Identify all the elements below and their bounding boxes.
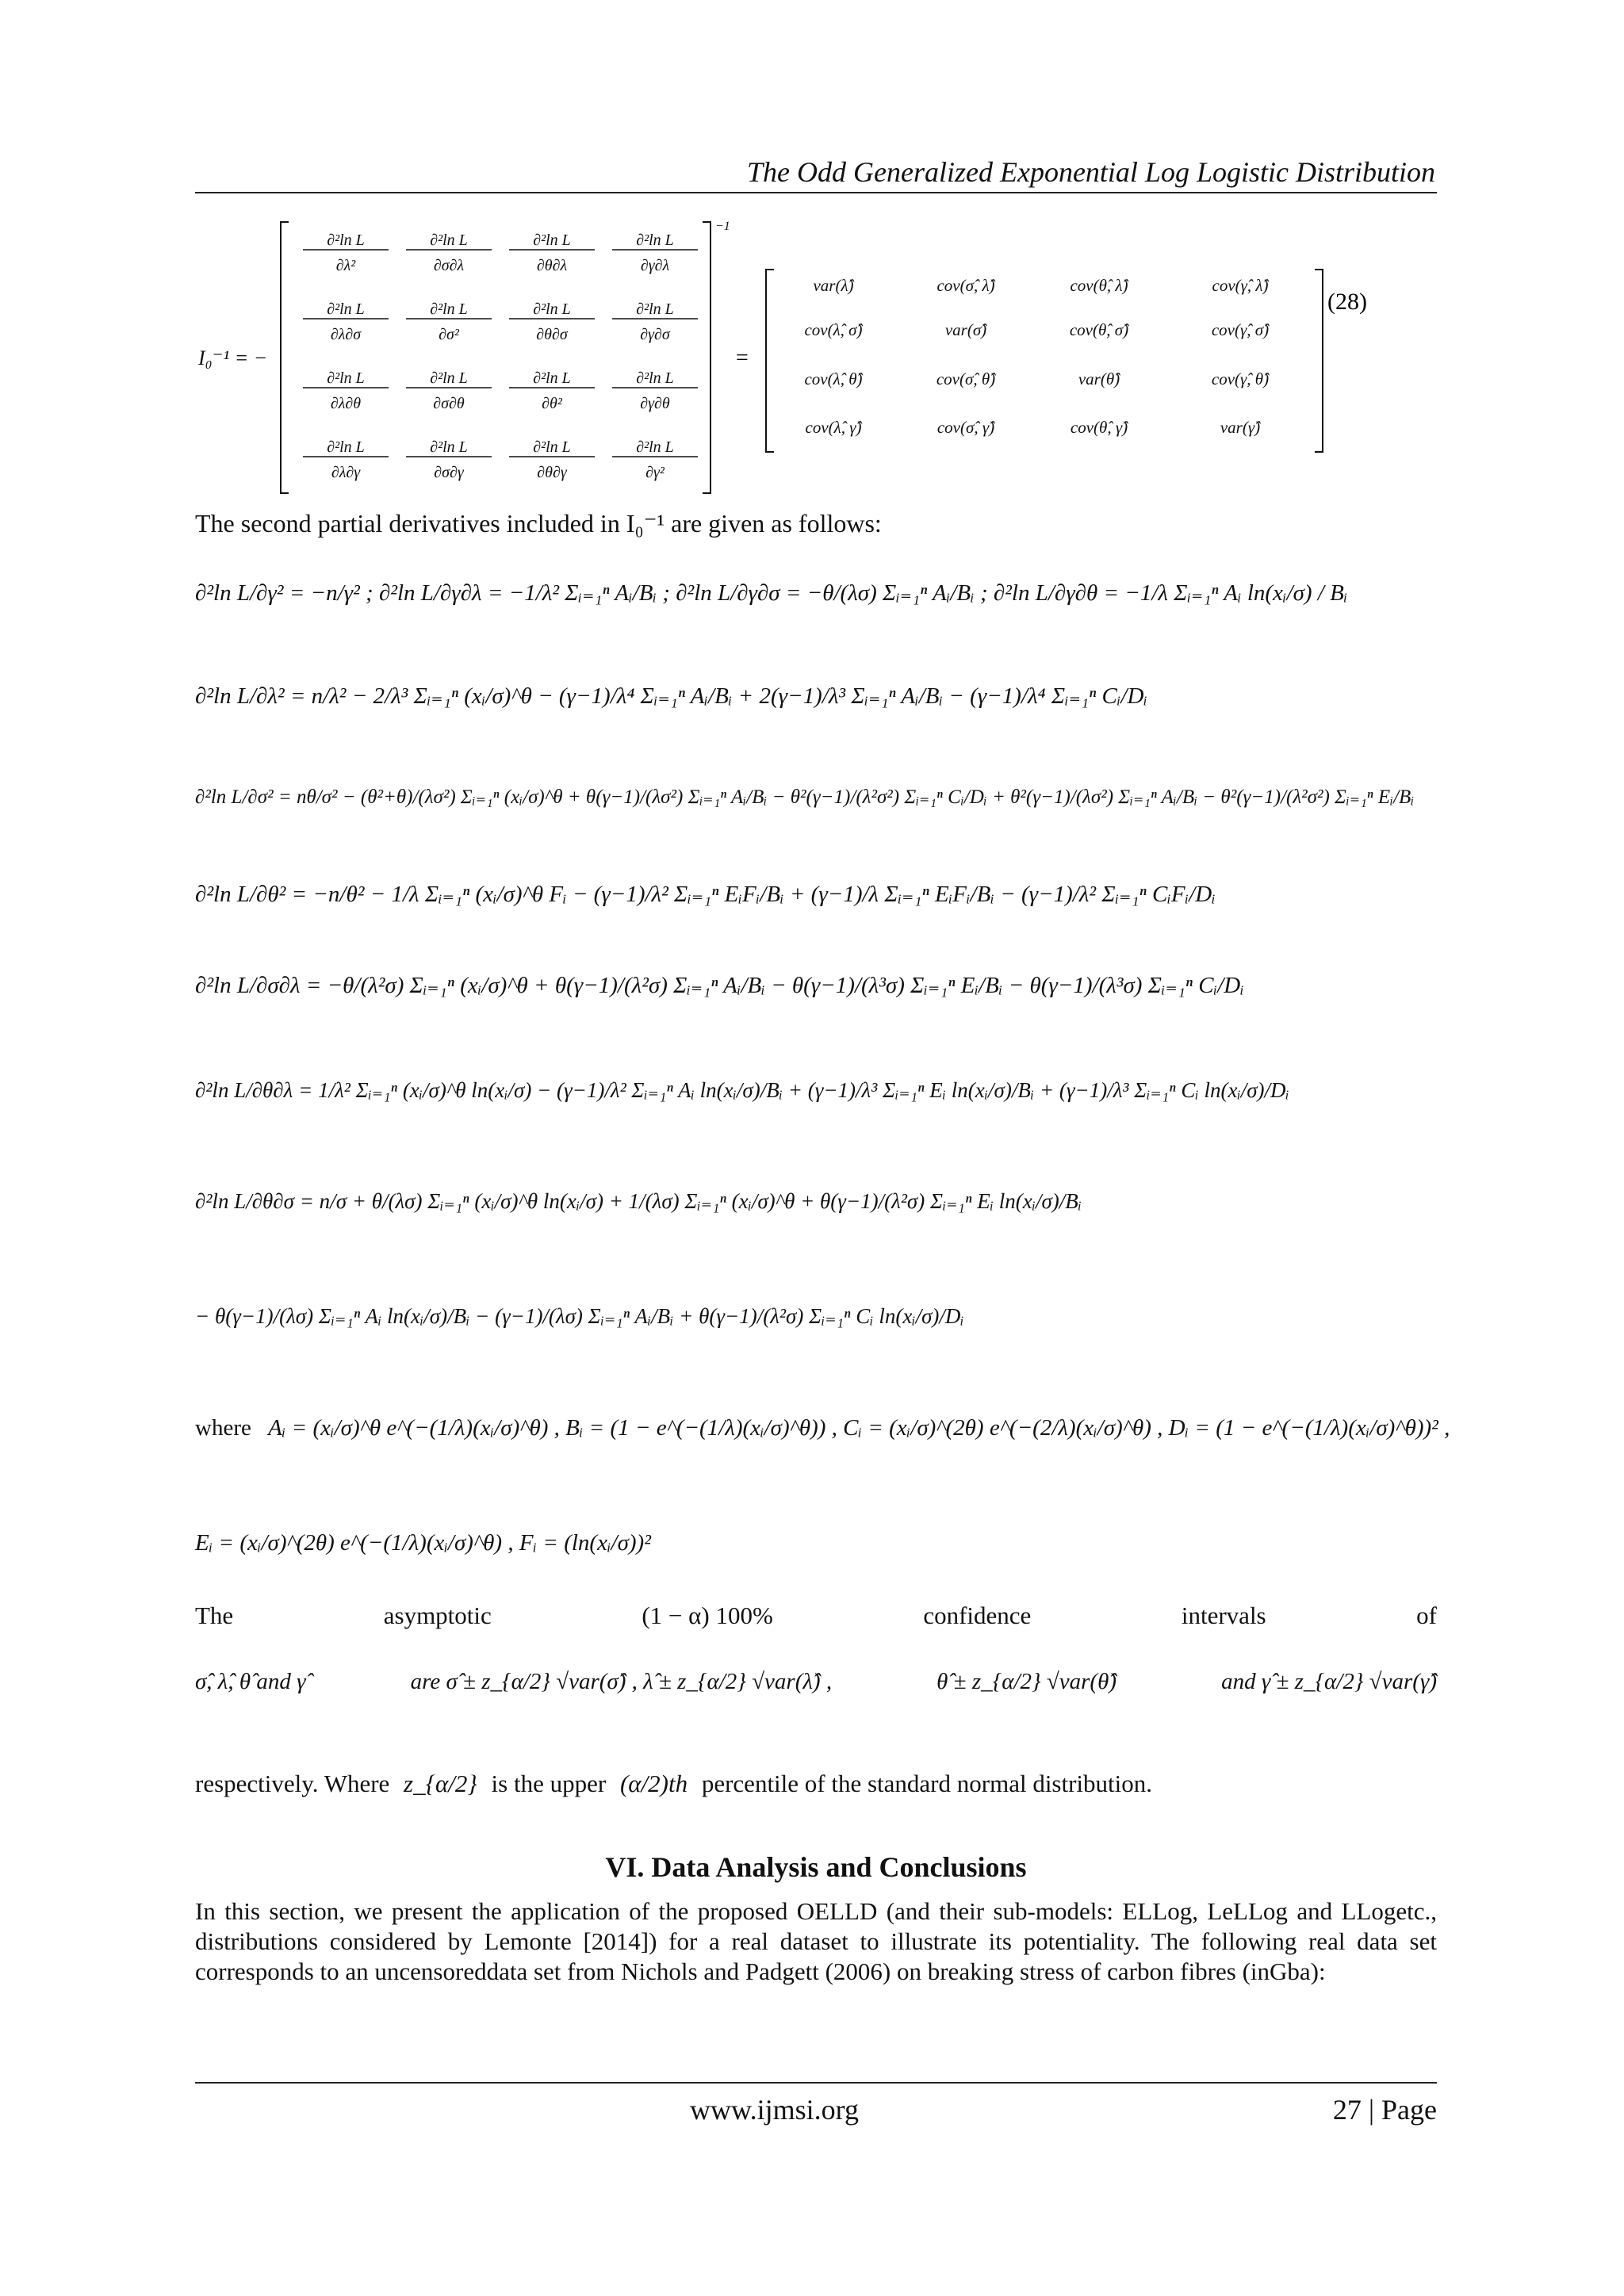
intro-line: The second partial derivatives included in I₀⁻¹ are given as follows: xyxy=(195,509,882,538)
hessian-entry xyxy=(303,369,389,412)
where-word: where xyxy=(195,1415,251,1441)
equation-theta-sigma-line1: ∂²ln L/∂θ∂σ = n/σ + θ/(λσ) Σᵢ₌₁ⁿ (xᵢ/σ)^θ ln(xᵢ/σ) + 1/(λσ) Σᵢ₌₁ⁿ (xᵢ/σ)^θ + θ(γ−1)/(λ²σ) Σᵢ₌₁ⁿ Eᵢ ln(xᵢ/σ)/Bᵢ xyxy=(195,1189,1082,1213)
hessian-denominator: ∂σ∂λ xyxy=(433,257,465,274)
hessian-denominator: ∂λ² xyxy=(335,257,356,274)
equation-number: (28) xyxy=(1327,289,1367,315)
hessian-entry xyxy=(509,232,595,274)
covariance-entry: var(θ̂) xyxy=(1078,369,1120,388)
hessian-entry xyxy=(303,232,389,274)
hessian-grid xyxy=(303,232,698,481)
hessian-denominator: ∂σ² xyxy=(439,326,459,343)
hessian-entry xyxy=(612,438,698,481)
covariance-entry: cov(σ̂, θ̂) xyxy=(936,369,996,388)
hessian-numerator: ∂²ln L xyxy=(430,369,468,387)
hessian-denominator: ∂λ∂θ xyxy=(330,395,362,412)
covariance-entry: cov(λ̂, σ̂) xyxy=(804,320,863,339)
matrix-lhs: I₀⁻¹ = − xyxy=(198,346,268,369)
equation-theta-lambda: ∂²ln L/∂θ∂λ = 1/λ² Σᵢ₌₁ⁿ (xᵢ/σ)^θ ln(xᵢ/σ) − (γ−1)/λ² Σᵢ₌₁ⁿ Aᵢ ln(xᵢ/σ)/Bᵢ + (γ−1)/λ³ Σᵢ₌₁ⁿ Eᵢ ln(xᵢ/σ)/Bᵢ + (γ−1)/λ³ Σᵢ₌₁ⁿ Cᵢ ln(xᵢ/σ)/Dᵢ xyxy=(195,1078,1289,1102)
covariance-entry: cov(γ̂, θ̂) xyxy=(1211,369,1270,388)
where-defs: Aᵢ = (xᵢ/σ)^θ e^(−(1/λ)(xᵢ/σ)^θ) , Bᵢ = (1 − e^(−(1/λ)(xᵢ/σ)^θ)) , Cᵢ = (xᵢ/σ)^(2θ) e^(−(2/λ)(xᵢ/σ)^θ) , Dᵢ = (1 − e^(−(1/λ)(xᵢ/σ)^θ))² , xyxy=(268,1415,1450,1441)
ci-word-5: intervals xyxy=(1181,1601,1266,1629)
covariance-grid xyxy=(804,276,1270,437)
footer-page-number: 27 | Page xyxy=(1332,2094,1437,2126)
hessian-numerator: ∂²ln L xyxy=(430,232,468,249)
ci-word-3: (1 − α) 100% xyxy=(642,1601,773,1629)
hessian-denominator: ∂γ² xyxy=(645,464,665,481)
hessian-numerator: ∂²ln L xyxy=(533,232,571,249)
hessian-entry xyxy=(406,232,492,274)
ci-upper: is the upper xyxy=(491,1770,607,1797)
ci-respectively: respectively. Where xyxy=(195,1770,390,1797)
footer-site: www.ijmsi.org xyxy=(690,2094,860,2126)
hessian-entry xyxy=(509,438,595,481)
hessian-entry xyxy=(509,300,595,343)
hessian-entry xyxy=(612,369,698,412)
running-header-title: The Odd Generalized Exponential Log Logistic Distribution xyxy=(747,156,1435,188)
hessian-numerator: ∂²ln L xyxy=(636,438,674,456)
hessian-numerator: ∂²ln L xyxy=(636,232,674,249)
ci-word-6: of xyxy=(1416,1601,1437,1629)
hessian-denominator: ∂γ∂σ xyxy=(640,326,670,343)
ef-definitions: Eᵢ = (xᵢ/σ)^(2θ) e^(−(1/λ)(xᵢ/σ)^θ) , Fᵢ = (ln(xᵢ/σ))² xyxy=(195,1530,651,1556)
hessian-numerator: ∂²ln L xyxy=(636,369,674,387)
cov-left-bracket xyxy=(766,270,774,452)
left-bracket xyxy=(281,222,289,493)
hessian-denominator: ∂σ∂θ xyxy=(433,395,465,412)
equation-theta-theta: ∂²ln L/∂θ² = −n/θ² − 1/λ Σᵢ₌₁ⁿ (xᵢ/σ)^θ Fᵢ − (γ−1)/λ² Σᵢ₌₁ⁿ EᵢFᵢ/Bᵢ + (γ−1)/λ Σᵢ₌₁ⁿ EᵢFᵢ/Bᵢ − (γ−1)/λ² Σᵢ₌₁ⁿ CᵢFᵢ/Dᵢ xyxy=(195,882,1216,907)
ci-percentile: percentile of the standard normal distribution. xyxy=(701,1770,1153,1797)
covariance-entry: cov(θ̂, γ̂) xyxy=(1070,418,1128,437)
hessian-entry xyxy=(612,232,698,274)
ci-estimators: σ̂, λ̂, θ̂ and γ̂ xyxy=(195,1669,306,1694)
hessian-numerator: ∂²ln L xyxy=(533,369,571,387)
ci-theta: θ̂ ± z_{α/2} √var(θ̂) xyxy=(936,1669,1116,1694)
hessian-numerator: ∂²ln L xyxy=(327,369,365,387)
hessian-denominator: ∂γ∂θ xyxy=(640,395,670,412)
hessian-denominator: ∂θ∂λ xyxy=(536,257,568,274)
ci-gamma: and γ̂ ± z_{α/2} √var(γ̂) xyxy=(1221,1669,1437,1694)
hessian-denominator: ∂σ∂γ xyxy=(434,464,464,481)
hessian-entry xyxy=(612,300,698,343)
footer-rule xyxy=(195,2082,1437,2084)
covariance-entry: cov(γ̂, σ̂) xyxy=(1211,320,1270,339)
covariance-entry: cov(λ̂, γ̂) xyxy=(805,418,862,437)
covariance-entry: cov(σ̂, γ̂) xyxy=(936,418,995,437)
ci-z: z_{α/2} xyxy=(404,1770,477,1797)
right-bracket xyxy=(703,222,710,493)
ci-word-1: The xyxy=(195,1601,234,1629)
cov-right-bracket xyxy=(1315,270,1323,452)
covariance-entry: cov(λ̂, θ̂) xyxy=(804,369,863,388)
equation-theta-sigma-line2: − θ(γ−1)/(λσ) Σᵢ₌₁ⁿ Aᵢ ln(xᵢ/σ)/Bᵢ − (γ−1)/(λσ) Σᵢ₌₁ⁿ Aᵢ/Bᵢ + θ(γ−1)/(λ²σ) Σᵢ₌₁ⁿ Cᵢ ln(xᵢ/σ)/Dᵢ xyxy=(195,1304,964,1328)
hessian-numerator: ∂²ln L xyxy=(430,300,468,318)
ci-alpha-half: (α/2)th xyxy=(619,1770,688,1797)
hessian-entry xyxy=(303,438,389,481)
ci-line-3 xyxy=(195,1770,1437,1798)
equation-sigma-lambda: ∂²ln L/∂σ∂λ = −θ/(λ²σ) Σᵢ₌₁ⁿ (xᵢ/σ)^θ + θ(γ−1)/(λ²σ) Σᵢ₌₁ⁿ Aᵢ/Bᵢ − θ(γ−1)/(λ³σ) Σᵢ₌₁ⁿ Eᵢ/Bᵢ − θ(γ−1)/(λ³σ) Σᵢ₌₁ⁿ Cᵢ/Dᵢ xyxy=(195,973,1244,998)
hessian-denominator: ∂λ∂σ xyxy=(330,326,362,343)
hessian-denominator: ∂θ² xyxy=(542,395,562,412)
hessian-entry xyxy=(509,369,595,412)
hessian-numerator: ∂²ln L xyxy=(430,438,468,456)
where-definitions xyxy=(195,1415,1450,1441)
hessian-denominator: ∂θ∂γ xyxy=(537,464,567,481)
covariance-entry: cov(σ̂, λ̂) xyxy=(936,276,995,295)
equation-gamma-second-derivatives: ∂²ln L/∂γ² = −n/γ² ; ∂²ln L/∂γ∂λ = −1/λ² Σᵢ₌₁ⁿ Aᵢ/Bᵢ ; ∂²ln L/∂γ∂σ = −θ/(λσ) Σᵢ₌₁ⁿ Aᵢ/Bᵢ ; ∂²ln L/∂γ∂θ = −1/λ Σᵢ₌₁ⁿ Aᵢ ln(xᵢ/σ) / Bᵢ xyxy=(195,580,1348,606)
hessian-entry xyxy=(406,369,492,412)
ci-line-1 xyxy=(195,1601,1437,1630)
hessian-entry xyxy=(406,438,492,481)
hessian-entry xyxy=(406,300,492,343)
svg-text:−1: −1 xyxy=(715,220,730,233)
hessian-denominator: ∂θ∂σ xyxy=(536,326,568,343)
ci-word-4: confidence xyxy=(923,1601,1032,1629)
ci-sigma-lambda: are σ̂ ± z_{α/2} √var(σ̂) , λ̂ ± z_{α/2} √var(λ̂) , xyxy=(410,1669,833,1694)
hessian-entry xyxy=(303,300,389,343)
hessian-denominator: ∂λ∂γ xyxy=(331,464,361,481)
covariance-entry: var(γ̂) xyxy=(1220,418,1261,437)
hessian-numerator: ∂²ln L xyxy=(533,300,571,318)
covariance-entry: cov(γ̂, λ̂) xyxy=(1212,276,1269,295)
ci-line-2 xyxy=(195,1669,1437,1695)
ci-word-2: asymptotic xyxy=(383,1601,492,1629)
hessian-numerator: ∂²ln L xyxy=(533,438,571,456)
hessian-numerator: ∂²ln L xyxy=(327,232,365,249)
covariance-entry: cov(θ̂, σ̂) xyxy=(1069,320,1129,339)
hessian-numerator: ∂²ln L xyxy=(327,438,365,456)
hessian-denominator: ∂γ∂λ xyxy=(640,257,670,274)
covariance-entry: var(σ̂) xyxy=(944,320,987,339)
equation-lambda-lambda: ∂²ln L/∂λ² = n/λ² − 2/λ³ Σᵢ₌₁ⁿ (xᵢ/σ)^θ − (γ−1)/λ⁴ Σᵢ₌₁ⁿ Aᵢ/Bᵢ + 2(γ−1)/λ³ Σᵢ₌₁ⁿ Aᵢ/Bᵢ − (γ−1)/λ⁴ Σᵢ₌₁ⁿ Cᵢ/Dᵢ xyxy=(195,683,1147,709)
fisher-information-matrix-equation xyxy=(195,214,1437,499)
equation-sigma-sigma: ∂²ln L/∂σ² = nθ/σ² − (θ²+θ)/(λσ²) Σᵢ₌₁ⁿ (xᵢ/σ)^θ + θ(γ−1)/(λσ²) Σᵢ₌₁ⁿ Aᵢ/Bᵢ − θ²(γ−1)/(λ²σ²) Σᵢ₌₁ⁿ Cᵢ/Dᵢ + θ²(γ−1)/(λσ²) Σᵢ₌₁ⁿ Aᵢ/Bᵢ − θ²(γ−1)/(λ²σ²) Σᵢ₌₁ⁿ Eᵢ/Bᵢ xyxy=(195,786,1415,808)
hessian-numerator: ∂²ln L xyxy=(636,300,674,318)
covariance-entry: var(λ̂) xyxy=(813,276,854,295)
header-rule xyxy=(195,192,1437,193)
section-heading: VI. Data Analysis and Conclusions xyxy=(605,1851,1027,1883)
hessian-numerator: ∂²ln L xyxy=(327,300,365,318)
section-paragraph: In this section, we present the application of the proposed OELLD (and their sub-models: ELLog, LeLLog and LLogetc., distributions considered by Lemonte [2014]) for a real dataset to illustrate its potentiality. The following real data set corresponds to an uncensoreddata set from Nichols and Padgett (2006) on breaking stress of carbon fibres (inGba): xyxy=(195,1897,1437,1985)
svg-text:=: = xyxy=(736,346,749,370)
covariance-entry: cov(θ̂, λ̂) xyxy=(1070,276,1128,295)
